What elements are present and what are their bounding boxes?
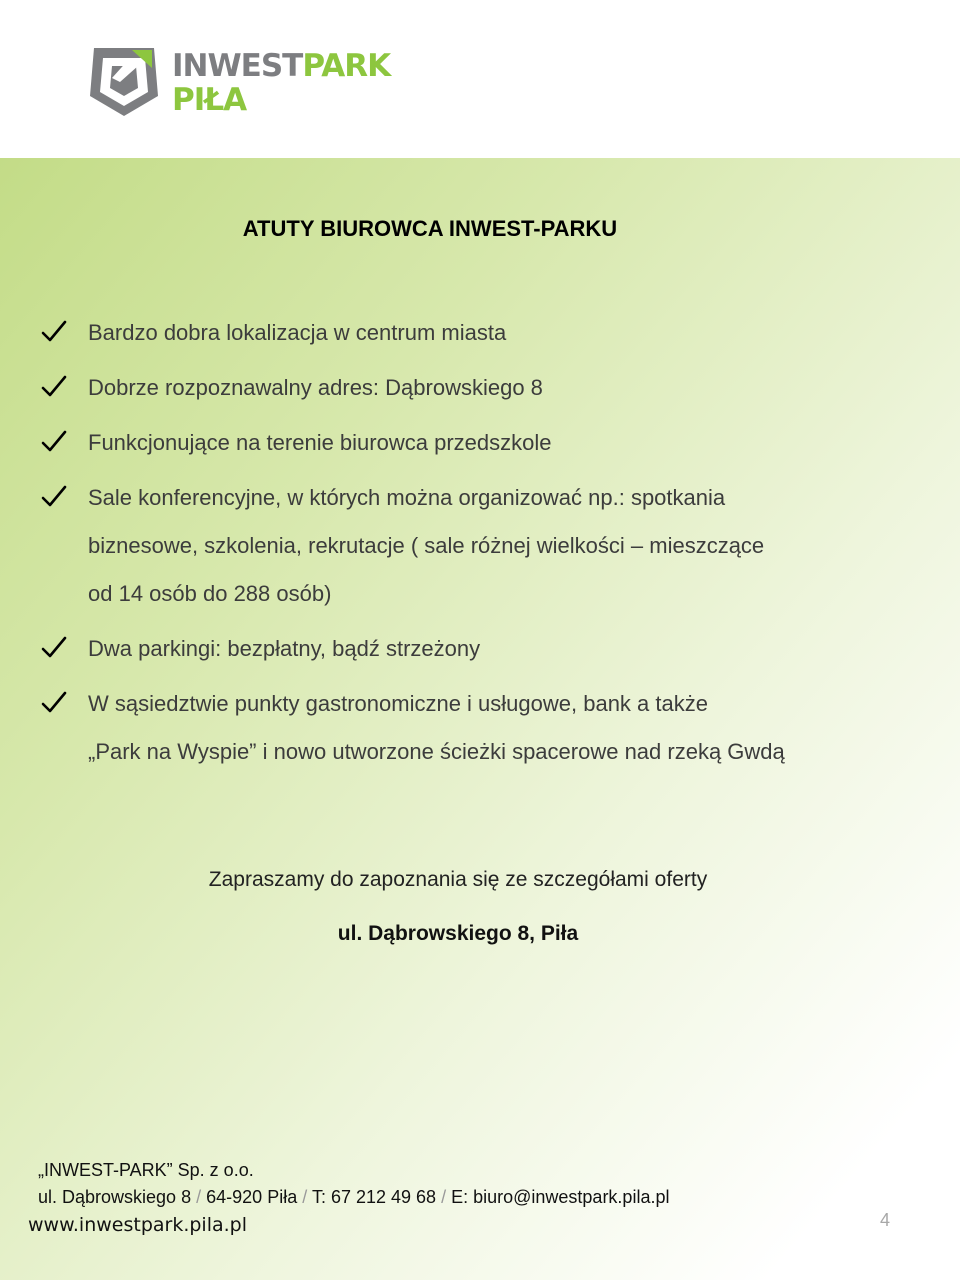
footer-email[interactable]: E: biuro@inwestpark.pila.pl (451, 1187, 670, 1207)
feature-line: biznesowe, szkolenia, rekrutacje ( sale różnej wielkości – mieszczące (88, 533, 765, 558)
address-text: ul. Dąbrowskiego 8, Piła (337, 922, 579, 945)
features-list (40, 309, 900, 783)
checkmark-icon (40, 315, 68, 343)
page-title: ATUTY BIUROWCA INWEST-PARKU (242, 216, 618, 241)
feature-line: W sąsiedztwie punkty gastronomiczne i usługowe, bank a także (88, 691, 708, 716)
feature-item (40, 309, 900, 357)
checkmark-icon (40, 631, 68, 659)
footer-separator: / (196, 1187, 202, 1207)
footer-street: ul. Dąbrowskiego 8 (38, 1187, 192, 1207)
footer-company: „INWEST-PARK” Sp. z o.o. (38, 1160, 254, 1180)
footer-separator: / (441, 1187, 447, 1207)
checkmark-icon (40, 480, 68, 508)
feature-line: Funkcjonujące na terenie biurowca przedszkole (88, 430, 552, 455)
footer-contact-line (38, 1187, 669, 1208)
footer-postal: 64-920 Piła (206, 1187, 298, 1207)
logo-word-park: PARK (302, 48, 391, 84)
checkmark-icon (40, 425, 68, 453)
logo-wordmark (172, 48, 390, 84)
footer-website-link[interactable]: www.inwestpark.pila.pl (28, 1214, 248, 1236)
header (0, 0, 960, 160)
feature-line: od 14 osób do 288 osób) (88, 581, 332, 606)
feature-line: Dobrze rozpoznawalny adres: Dąbrowskiego 8 (88, 375, 543, 400)
feature-line: Sale konferencyjne, w których można organizować np.: spotkania (88, 485, 726, 510)
feature-item (40, 625, 900, 673)
feature-item (40, 364, 900, 412)
feature-item (40, 680, 900, 776)
page-number: 4 (880, 1210, 891, 1230)
checkmark-icon (40, 686, 68, 714)
feature-line: „Park na Wyspie” i nowo utworzone ścieżki spacerowe nad rzeką Gwdą (88, 739, 785, 764)
invite-text: Zapraszamy do zapoznania się ze szczegółami oferty (208, 868, 708, 891)
checkmark-icon (40, 370, 68, 398)
feature-item (40, 474, 900, 618)
logo-word-inwest: INWEST (172, 48, 303, 84)
inwestpark-logo (86, 44, 391, 120)
logo-shield-icon (86, 44, 162, 120)
feature-line: Dwa parkingi: bezpłatny, bądź strzeżony (88, 636, 481, 661)
logo-city: PIŁA (172, 82, 247, 118)
feature-line: Bardzo dobra lokalizacja w centrum miasta (88, 320, 507, 345)
footer-phone: T: 67 212 49 68 (311, 1187, 437, 1207)
footer-separator: / (302, 1187, 308, 1207)
feature-item (40, 419, 900, 467)
